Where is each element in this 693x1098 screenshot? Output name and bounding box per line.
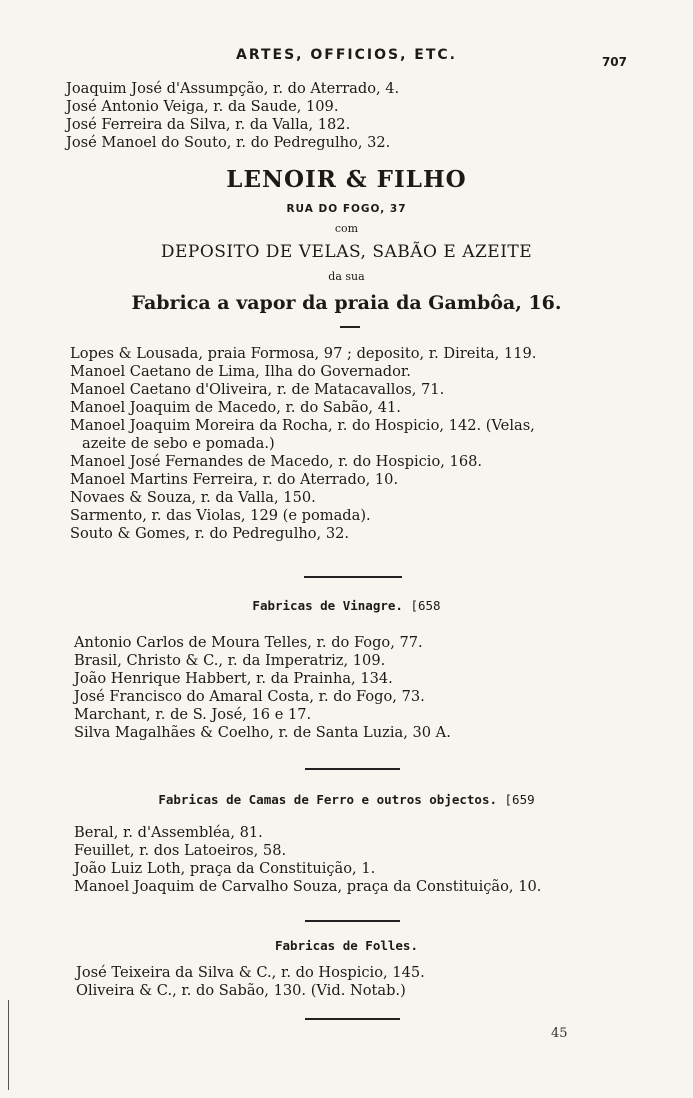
list-item: Manoel Martins Ferreira, r. do Aterrado, 10. <box>70 471 399 488</box>
divider <box>340 326 360 328</box>
section-title-text: Fabricas de Folles. <box>275 938 418 953</box>
list-item: Souto & Gomes, r. do Pedregulho, 32. <box>70 525 350 542</box>
list-item: Feuillet, r. dos Latoeiros, 58. <box>74 842 287 859</box>
list-item: Manoel Caetano d'Oliveira, r. de Matacavallos, 71. <box>70 381 445 398</box>
divider <box>305 920 400 922</box>
list-item: José Manoel do Souto, r. do Pedregulho, 32. <box>66 134 391 151</box>
list-item: Manoel Joaquim Moreira da Rocha, r. do Hospicio, 142. (Velas, <box>70 417 535 434</box>
list-item-continuation: azeite de sebo e pomada.) <box>82 435 275 452</box>
advert-address: RUA DO FOGO, 37 <box>286 203 407 215</box>
advert-da-sua: da sua <box>328 270 365 283</box>
list-item: Oliveira & C., r. do Sabão, 130. (Vid. Notab.) <box>76 982 406 999</box>
running-head: ARTES, OFFICIOS, ETC. <box>236 47 457 63</box>
list-item: Antonio Carlos de Moura Telles, r. do Fogo, 77. <box>74 634 423 651</box>
list-item: Manoel Joaquim de Macedo, r. do Sabão, 41. <box>70 399 401 416</box>
list-item: José Ferreira da Silva, r. da Valla, 182. <box>66 116 351 133</box>
divider <box>304 576 402 578</box>
list-item: Silva Magalhães & Coelho, r. de Santa Luzia, 30 A. <box>74 724 451 741</box>
section-title-vinagre <box>0 598 693 613</box>
list-item: Novaes & Souza, r. da Valla, 150. <box>70 489 316 506</box>
section-ref: [658 <box>410 598 441 613</box>
list-item: Sarmento, r. das Violas, 129 (e pomada). <box>70 507 371 524</box>
advert-title: LENOIR & FILHO <box>226 166 467 193</box>
list-item: Brasil, Christo & C., r. da Imperatriz, 109. <box>74 652 386 669</box>
page-edge-mark <box>8 1000 9 1090</box>
advert-deposit: DEPOSITO DE VELAS, SABÃO E AZEITE <box>160 242 533 262</box>
page-number: 707 <box>601 55 627 69</box>
divider <box>305 1018 400 1020</box>
list-item: Joaquim José d'Assumpção, r. do Aterrado, 4. <box>66 80 400 97</box>
divider <box>305 768 400 770</box>
list-item: Lopes & Lousada, praia Formosa, 97 ; deposito, r. Direita, 119. <box>70 345 537 362</box>
section-title-camas <box>0 792 693 807</box>
list-item: Manoel Caetano de Lima, Ilha do Governador. <box>70 363 411 380</box>
list-item: Beral, r. d'Assembléa, 81. <box>74 824 263 841</box>
list-item: José Francisco do Amaral Costa, r. do Fogo, 73. <box>74 688 425 705</box>
list-item: José Antonio Veiga, r. da Saude, 109. <box>66 98 339 115</box>
list-item: Manoel José Fernandes de Macedo, r. do Hospicio, 168. <box>70 453 483 470</box>
list-item: José Teixeira da Silva & C., r. do Hospicio, 145. <box>76 964 425 981</box>
list-item: João Henrique Habbert, r. da Prainha, 134. <box>74 670 393 687</box>
page-header <box>0 47 693 71</box>
signature-mark: 45 <box>551 1026 568 1041</box>
section-ref: [659 <box>504 792 535 807</box>
advert-factory: Fabrica a vapor da praia da Gambôa, 16. <box>131 292 562 314</box>
section-title-text: Fabricas de Camas de Ferro e outros objectos. <box>158 792 497 807</box>
advert-com: com <box>334 222 359 235</box>
list-item: João Luiz Loth, praça da Constituição, 1. <box>74 860 376 877</box>
section-title-text: Fabricas de Vinagre. <box>252 598 403 613</box>
list-item: Marchant, r. de S. José, 16 e 17. <box>74 706 312 723</box>
list-item: Manoel Joaquim de Carvalho Souza, praça da Constituição, 10. <box>74 878 542 895</box>
section-title-folles <box>0 938 693 953</box>
